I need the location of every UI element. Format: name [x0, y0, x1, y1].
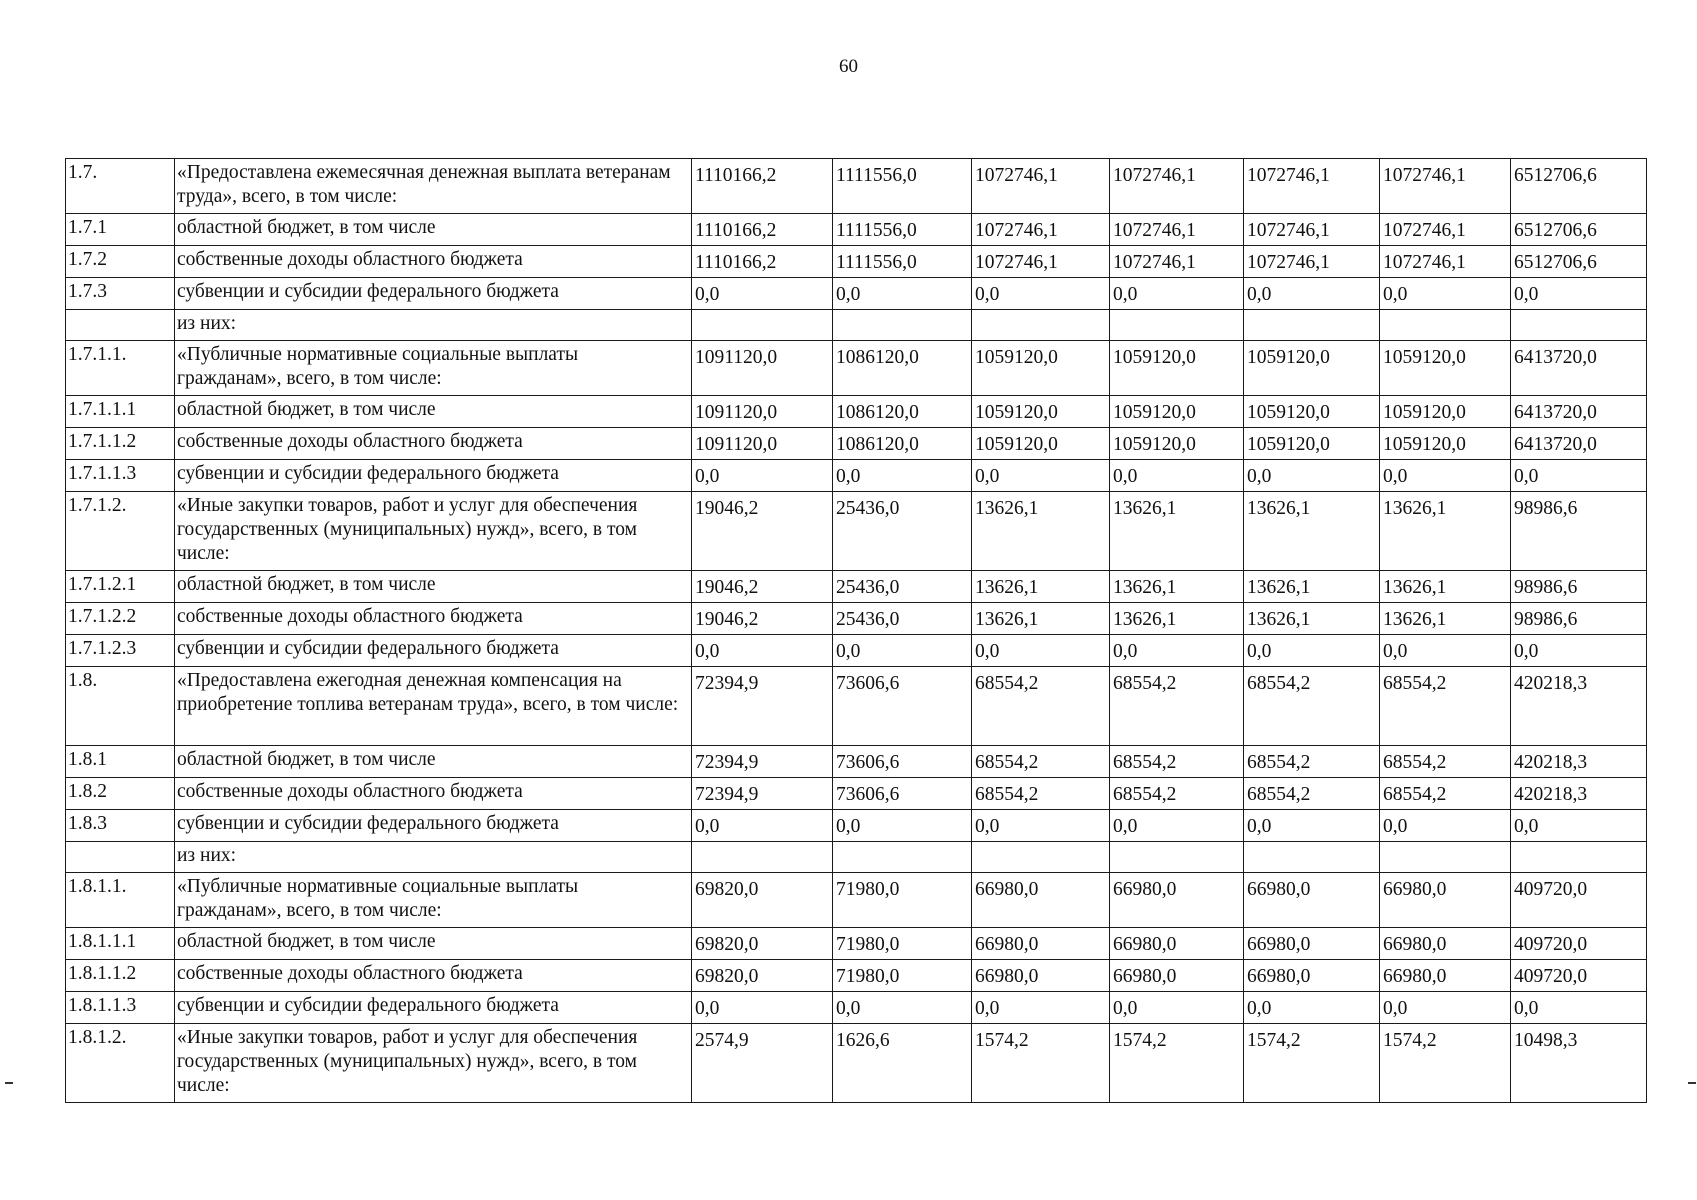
value-cell: 72394,9 — [692, 778, 833, 810]
value-cell: 13626,1 — [1244, 492, 1380, 571]
table-row — [66, 396, 1647, 428]
row-code: 1.7.2 — [66, 246, 175, 278]
value-cell — [972, 842, 1110, 873]
row-name: из них: — [175, 310, 692, 341]
value-cell: 13626,1 — [1110, 603, 1244, 635]
value-cell: 13626,1 — [1380, 492, 1511, 571]
table-row — [66, 667, 1647, 746]
value-cell — [1380, 310, 1511, 341]
value-cell: 0,0 — [1110, 992, 1244, 1024]
row-code: 1.7. — [66, 159, 175, 214]
value-cell: 66980,0 — [1380, 873, 1511, 928]
value-cell: 0,0 — [1110, 635, 1244, 667]
value-cell: 25436,0 — [833, 571, 972, 603]
value-cell: 1072746,1 — [1244, 159, 1380, 214]
value-cell: 1574,2 — [1110, 1024, 1244, 1103]
page-number: 60 — [839, 56, 858, 77]
value-cell: 0,0 — [1380, 460, 1511, 492]
value-cell: 25436,0 — [833, 603, 972, 635]
value-cell: 13626,1 — [972, 492, 1110, 571]
value-cell: 0,0 — [972, 992, 1110, 1024]
table-row — [66, 928, 1647, 960]
value-cell: 13626,1 — [972, 603, 1110, 635]
value-cell — [1110, 310, 1244, 341]
value-cell: 66980,0 — [1380, 928, 1511, 960]
value-cell: 1091120,0 — [692, 341, 833, 396]
value-cell — [833, 842, 972, 873]
value-cell: 1086120,0 — [833, 428, 972, 460]
table-row — [66, 492, 1647, 571]
value-cell: 68554,2 — [1380, 667, 1511, 746]
value-cell: 66980,0 — [1380, 960, 1511, 992]
value-cell: 68554,2 — [1244, 778, 1380, 810]
table-row — [66, 341, 1647, 396]
value-cell: 0,0 — [972, 460, 1110, 492]
value-cell: 409720,0 — [1511, 873, 1647, 928]
value-cell — [692, 310, 833, 341]
value-cell: 1059120,0 — [972, 396, 1110, 428]
row-name: «Предоставлена ежемесячная денежная выплата ветеранам труда», всего, в том числе: — [175, 159, 692, 214]
value-cell: 66980,0 — [1244, 928, 1380, 960]
value-cell: 68554,2 — [972, 778, 1110, 810]
value-cell: 420218,3 — [1511, 778, 1647, 810]
row-code: 1.7.1.2.2 — [66, 603, 175, 635]
value-cell: 0,0 — [692, 992, 833, 1024]
table-row — [66, 428, 1647, 460]
value-cell: 66980,0 — [1110, 960, 1244, 992]
value-cell: 0,0 — [1511, 278, 1647, 310]
row-name: собственные доходы областного бюджета — [175, 428, 692, 460]
value-cell: 13626,1 — [1110, 571, 1244, 603]
value-cell — [1511, 310, 1647, 341]
value-cell: 0,0 — [833, 278, 972, 310]
value-cell: 19046,2 — [692, 571, 833, 603]
value-cell: 1091120,0 — [692, 428, 833, 460]
row-code: 1.8.3 — [66, 810, 175, 842]
value-cell: 1111556,0 — [833, 214, 972, 246]
value-cell: 1059120,0 — [1110, 428, 1244, 460]
table-row — [66, 460, 1647, 492]
value-cell: 0,0 — [1244, 460, 1380, 492]
value-cell: 73606,6 — [833, 778, 972, 810]
value-cell: 66980,0 — [1244, 873, 1380, 928]
row-name: субвенции и субсидии федерального бюджета — [175, 278, 692, 310]
table-row — [66, 635, 1647, 667]
value-cell: 420218,3 — [1511, 746, 1647, 778]
value-cell — [692, 842, 833, 873]
value-cell: 6512706,6 — [1511, 214, 1647, 246]
value-cell: 1086120,0 — [833, 396, 972, 428]
row-name: субвенции и субсидии федерального бюджета — [175, 460, 692, 492]
value-cell: 1110166,2 — [692, 246, 833, 278]
value-cell: 0,0 — [1244, 278, 1380, 310]
row-name: областной бюджет, в том числе — [175, 214, 692, 246]
value-cell: 68554,2 — [1244, 746, 1380, 778]
value-cell: 1059120,0 — [1244, 341, 1380, 396]
value-cell: 0,0 — [1244, 992, 1380, 1024]
value-cell — [1511, 842, 1647, 873]
value-cell: 73606,6 — [833, 667, 972, 746]
value-cell: 66980,0 — [972, 873, 1110, 928]
row-name: «Предоставлена ежегодная денежная компенсация на приобретение топлива ветеранам труда», всего, в том числе: — [175, 667, 692, 746]
table-row — [66, 214, 1647, 246]
value-cell: 98986,6 — [1511, 603, 1647, 635]
value-cell: 0,0 — [1380, 810, 1511, 842]
value-cell: 0,0 — [1511, 992, 1647, 1024]
value-cell: 73606,6 — [833, 746, 972, 778]
row-code — [66, 842, 175, 873]
value-cell: 0,0 — [833, 460, 972, 492]
value-cell: 72394,9 — [692, 746, 833, 778]
value-cell: 6413720,0 — [1511, 428, 1647, 460]
row-name: областной бюджет, в том числе — [175, 928, 692, 960]
value-cell: 71980,0 — [833, 928, 972, 960]
table-row — [66, 159, 1647, 214]
value-cell: 0,0 — [1380, 635, 1511, 667]
value-cell: 409720,0 — [1511, 928, 1647, 960]
row-name: субвенции и субсидии федерального бюджета — [175, 635, 692, 667]
value-cell: 0,0 — [1244, 810, 1380, 842]
value-cell: 66980,0 — [972, 960, 1110, 992]
value-cell: 1072746,1 — [1244, 246, 1380, 278]
value-cell: 0,0 — [972, 810, 1110, 842]
value-cell: 69820,0 — [692, 873, 833, 928]
row-code: 1.8.1.2. — [66, 1024, 175, 1103]
value-cell: 1091120,0 — [692, 396, 833, 428]
value-cell: 68554,2 — [1244, 667, 1380, 746]
value-cell: 69820,0 — [692, 928, 833, 960]
value-cell: 72394,9 — [692, 667, 833, 746]
value-cell: 1072746,1 — [1110, 159, 1244, 214]
value-cell: 1110166,2 — [692, 159, 833, 214]
value-cell: 1072746,1 — [1110, 246, 1244, 278]
table-row — [66, 246, 1647, 278]
value-cell: 0,0 — [972, 635, 1110, 667]
value-cell: 13626,1 — [1380, 603, 1511, 635]
value-cell: 1626,6 — [833, 1024, 972, 1103]
value-cell: 1072746,1 — [1380, 214, 1511, 246]
row-name: собственные доходы областного бюджета — [175, 778, 692, 810]
value-cell: 1072746,1 — [1110, 214, 1244, 246]
value-cell: 25436,0 — [833, 492, 972, 571]
value-cell: 1072746,1 — [1380, 159, 1511, 214]
table-row — [66, 842, 1647, 873]
row-name: «Публичные нормативные социальные выплаты гражданам», всего, в том числе: — [175, 341, 692, 396]
value-cell: 98986,6 — [1511, 492, 1647, 571]
value-cell: 0,0 — [972, 278, 1110, 310]
value-cell: 1072746,1 — [972, 246, 1110, 278]
value-cell — [1244, 842, 1380, 873]
row-code: 1.7.1.1.3 — [66, 460, 175, 492]
value-cell: 13626,1 — [1380, 571, 1511, 603]
value-cell: 1059120,0 — [1110, 341, 1244, 396]
value-cell: 1574,2 — [1380, 1024, 1511, 1103]
value-cell: 0,0 — [1511, 460, 1647, 492]
value-cell: 1111556,0 — [833, 159, 972, 214]
row-code: 1.7.3 — [66, 278, 175, 310]
row-name: субвенции и субсидии федерального бюджета — [175, 992, 692, 1024]
value-cell: 1059120,0 — [1380, 396, 1511, 428]
row-code: 1.8.1.1.3 — [66, 992, 175, 1024]
value-cell: 66980,0 — [1244, 960, 1380, 992]
value-cell: 66980,0 — [1110, 873, 1244, 928]
row-code: 1.7.1.1. — [66, 341, 175, 396]
value-cell: 66980,0 — [972, 928, 1110, 960]
value-cell: 1059120,0 — [1380, 341, 1511, 396]
row-name: областной бюджет, в том числе — [175, 396, 692, 428]
row-name: из них: — [175, 842, 692, 873]
value-cell: 1574,2 — [972, 1024, 1110, 1103]
value-cell: 1059120,0 — [972, 341, 1110, 396]
value-cell: 1574,2 — [1244, 1024, 1380, 1103]
value-cell: 0,0 — [692, 460, 833, 492]
value-cell: 0,0 — [692, 810, 833, 842]
value-cell: 1111556,0 — [833, 246, 972, 278]
row-code: 1.8.1 — [66, 746, 175, 778]
value-cell: 68554,2 — [1110, 667, 1244, 746]
value-cell: 19046,2 — [692, 492, 833, 571]
table-row — [66, 960, 1647, 992]
value-cell: 0,0 — [833, 810, 972, 842]
row-code: 1.7.1.1.1 — [66, 396, 175, 428]
value-cell: 1059120,0 — [1244, 428, 1380, 460]
row-code: 1.8.2 — [66, 778, 175, 810]
value-cell: 68554,2 — [1380, 746, 1511, 778]
value-cell: 6512706,6 — [1511, 246, 1647, 278]
row-code: 1.7.1.1.2 — [66, 428, 175, 460]
value-cell: 6512706,6 — [1511, 159, 1647, 214]
value-cell: 0,0 — [1244, 635, 1380, 667]
value-cell: 1059120,0 — [1110, 396, 1244, 428]
value-cell: 1059120,0 — [972, 428, 1110, 460]
row-code: 1.8.1.1.2 — [66, 960, 175, 992]
row-code: 1.7.1.2.3 — [66, 635, 175, 667]
row-code: 1.7.1.2.1 — [66, 571, 175, 603]
table-row — [66, 571, 1647, 603]
table-row — [66, 310, 1647, 341]
value-cell: 13626,1 — [972, 571, 1110, 603]
value-cell: 2574,9 — [692, 1024, 833, 1103]
value-cell: 68554,2 — [1380, 778, 1511, 810]
value-cell: 0,0 — [692, 278, 833, 310]
table-row — [66, 603, 1647, 635]
value-cell: 409720,0 — [1511, 960, 1647, 992]
value-cell: 1059120,0 — [1244, 396, 1380, 428]
value-cell: 13626,1 — [1110, 492, 1244, 571]
table-row — [66, 1024, 1647, 1103]
row-name: «Публичные нормативные социальные выплаты гражданам», всего, в том числе: — [175, 873, 692, 928]
value-cell — [1110, 842, 1244, 873]
value-cell: 6413720,0 — [1511, 341, 1647, 396]
value-cell: 71980,0 — [833, 960, 972, 992]
value-cell — [833, 310, 972, 341]
value-cell — [1380, 842, 1511, 873]
value-cell: 0,0 — [1511, 635, 1647, 667]
row-name: «Иные закупки товаров, работ и услуг для обеспечения государственных (муниципальных) нужд», всего, в том числе: — [175, 492, 692, 571]
value-cell: 71980,0 — [833, 873, 972, 928]
table-row — [66, 873, 1647, 928]
row-name: собственные доходы областного бюджета — [175, 603, 692, 635]
value-cell: 1086120,0 — [833, 341, 972, 396]
value-cell: 1110166,2 — [692, 214, 833, 246]
value-cell: 13626,1 — [1244, 571, 1380, 603]
row-code — [66, 310, 175, 341]
value-cell: 68554,2 — [972, 667, 1110, 746]
table-row — [66, 992, 1647, 1024]
value-cell: 19046,2 — [692, 603, 833, 635]
row-name: областной бюджет, в том числе — [175, 571, 692, 603]
value-cell: 13626,1 — [1244, 603, 1380, 635]
row-code: 1.7.1 — [66, 214, 175, 246]
value-cell: 69820,0 — [692, 960, 833, 992]
value-cell: 68554,2 — [972, 746, 1110, 778]
value-cell: 0,0 — [692, 635, 833, 667]
value-cell: 68554,2 — [1110, 746, 1244, 778]
value-cell: 1072746,1 — [1244, 214, 1380, 246]
value-cell: 98986,6 — [1511, 571, 1647, 603]
table-row — [66, 278, 1647, 310]
value-cell: 0,0 — [1110, 278, 1244, 310]
right-edge-mark — [1688, 1082, 1696, 1084]
value-cell: 420218,3 — [1511, 667, 1647, 746]
value-cell: 68554,2 — [1110, 778, 1244, 810]
value-cell: 0,0 — [1380, 992, 1511, 1024]
row-name: областной бюджет, в том числе — [175, 746, 692, 778]
value-cell: 10498,3 — [1511, 1024, 1647, 1103]
value-cell: 66980,0 — [1110, 928, 1244, 960]
value-cell: 6413720,0 — [1511, 396, 1647, 428]
row-code: 1.8.1.1. — [66, 873, 175, 928]
value-cell — [1244, 310, 1380, 341]
value-cell: 1072746,1 — [972, 214, 1110, 246]
table-row — [66, 810, 1647, 842]
row-name: собственные доходы областного бюджета — [175, 960, 692, 992]
table-row — [66, 746, 1647, 778]
row-name: собственные доходы областного бюджета — [175, 246, 692, 278]
row-code: 1.7.1.2. — [66, 492, 175, 571]
value-cell — [972, 310, 1110, 341]
value-cell: 0,0 — [1110, 460, 1244, 492]
value-cell: 1072746,1 — [1380, 246, 1511, 278]
row-code: 1.8. — [66, 667, 175, 746]
value-cell: 1059120,0 — [1380, 428, 1511, 460]
value-cell: 0,0 — [1110, 810, 1244, 842]
budget-table — [65, 158, 1647, 1103]
row-name: «Иные закупки товаров, работ и услуг для обеспечения государственных (муниципальных) нужд», всего, в том числе: — [175, 1024, 692, 1103]
value-cell: 0,0 — [833, 635, 972, 667]
value-cell: 0,0 — [833, 992, 972, 1024]
row-name: субвенции и субсидии федерального бюджета — [175, 810, 692, 842]
table-body — [66, 159, 1647, 1103]
value-cell: 0,0 — [1511, 810, 1647, 842]
left-edge-mark — [5, 1082, 13, 1084]
value-cell: 0,0 — [1380, 278, 1511, 310]
table-row — [66, 778, 1647, 810]
row-code: 1.8.1.1.1 — [66, 928, 175, 960]
value-cell: 1072746,1 — [972, 159, 1110, 214]
